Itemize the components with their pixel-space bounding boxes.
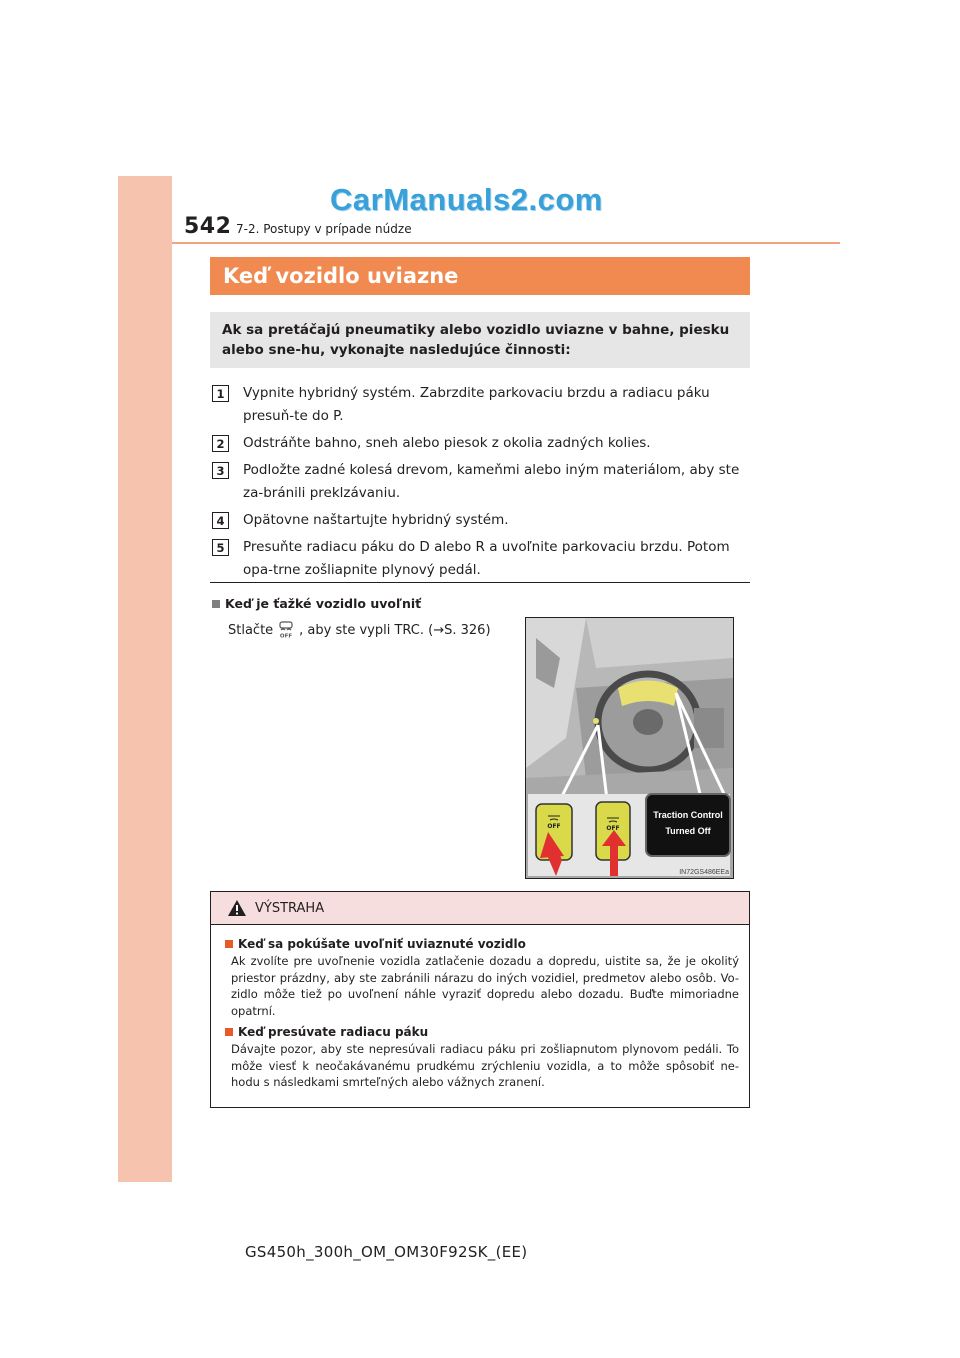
step-item: [212, 509, 750, 532]
page-side-tab: [118, 176, 172, 1182]
warning-title: VÝSTRAHA: [255, 900, 325, 916]
step-number: 5: [212, 539, 229, 556]
sub-heading: [212, 596, 421, 611]
section-title: Keď vozidlo uviazne: [210, 257, 750, 295]
chapter-title: 7-2. Postupy v prípade núdze: [236, 222, 412, 236]
warning-triangle-icon: [227, 899, 247, 917]
square-bullet-icon: [212, 600, 220, 608]
warning-header: [211, 892, 749, 925]
step-text: Opätovne naštartujte hybridný systém.: [243, 512, 509, 528]
step-item: [212, 459, 750, 505]
press-text-before: Stlačte: [228, 622, 274, 638]
warning-item-title: [225, 935, 739, 953]
step-text: Podložte zadné kolesá drevom, kameňmi alebo iným materiálom, aby ste za-bránili preklzávaniu.: [243, 462, 740, 501]
press-instruction: [228, 621, 491, 639]
step-number: 1: [212, 385, 229, 402]
step-number: 2: [212, 435, 229, 452]
step-number: 4: [212, 512, 229, 529]
warning-body: [211, 925, 749, 1091]
dashboard-illustration: [525, 617, 734, 879]
warning-item-text: Dávajte pozor, aby ste nepresúvali radiacu páku pri zošliapnutom plynovom pedáli. To môže viesť k neočakávanému prudkému zrýchleniu vozidla, a to môže spôsobiť ne-hodu s následkami smrteľných alebo vážnych zranení.: [231, 1042, 739, 1089]
step-item: [212, 432, 750, 455]
warning-item-title-text: Keď presúvate radiacu páku: [238, 1025, 429, 1039]
page-number: 542: [184, 214, 232, 239]
dashboard-drawing: [526, 618, 733, 878]
warning-item-title: [225, 1023, 739, 1041]
press-text-after: , aby ste vypli TRC. (→S. 326): [299, 622, 491, 638]
step-number: 3: [212, 462, 229, 479]
step-text: Presuňte radiacu páku do D alebo R a uvoľnite parkovaciu brzdu. Potom opa-trne zošliapnite plynový pedál.: [243, 539, 730, 578]
steps-divider: [210, 582, 750, 583]
steps-list: [212, 382, 750, 586]
button-off-label: OFF: [606, 825, 620, 832]
document-code: GS450h_300h_OM_OM30F92SK_(EE): [245, 1243, 528, 1261]
watermark: CarManuals2.com: [330, 182, 603, 217]
trc-off-icon: [277, 621, 295, 639]
warning-box: [210, 891, 750, 1108]
sub-heading-text: Keď je ťažké vozidlo uvoľniť: [225, 596, 422, 611]
step-item: [212, 536, 750, 582]
intro-box: Ak sa pretáčajú pneumatiky alebo vozidlo uviazne v bahne, piesku alebo sne-hu, vykonajte nasledujúce činnosti:: [210, 312, 750, 368]
display-line-1: Traction Control: [653, 810, 723, 820]
warning-item-text: Ak zvolíte pre uvoľnenie vozidla zatlačenie dozadu a dopredu, uistite sa, že je okolitý priestor prázdny, aby ste zabránili nárazu do iných vozidiel, predmetov alebo osôb. Vo-zidlo môže tiež po uvoľnení náhle vyraziť dopredu alebo dozadu. Buďte mimoriadne opatrní.: [231, 954, 739, 1018]
step-text: Odstráňte bahno, sneh alebo piesok z okolia zadných kolies.: [243, 435, 651, 451]
warning-item-title-text: Keď sa pokúšate uvoľniť uviaznuté vozidlo: [238, 937, 526, 951]
square-bullet-icon: [225, 940, 233, 948]
square-bullet-icon: [225, 1028, 233, 1036]
svg-text:OFF: OFF: [280, 633, 293, 639]
step-item: [212, 382, 750, 428]
header-rule: [172, 242, 840, 244]
figure-code: IN72GS486EEa: [679, 869, 729, 876]
display-line-2: Turned Off: [665, 826, 711, 836]
step-text: Vypnite hybridný systém. Zabrzdite parkovaciu brzdu a radiacu páku presuň-te do P.: [243, 385, 710, 424]
button-off-label: OFF: [547, 823, 561, 830]
